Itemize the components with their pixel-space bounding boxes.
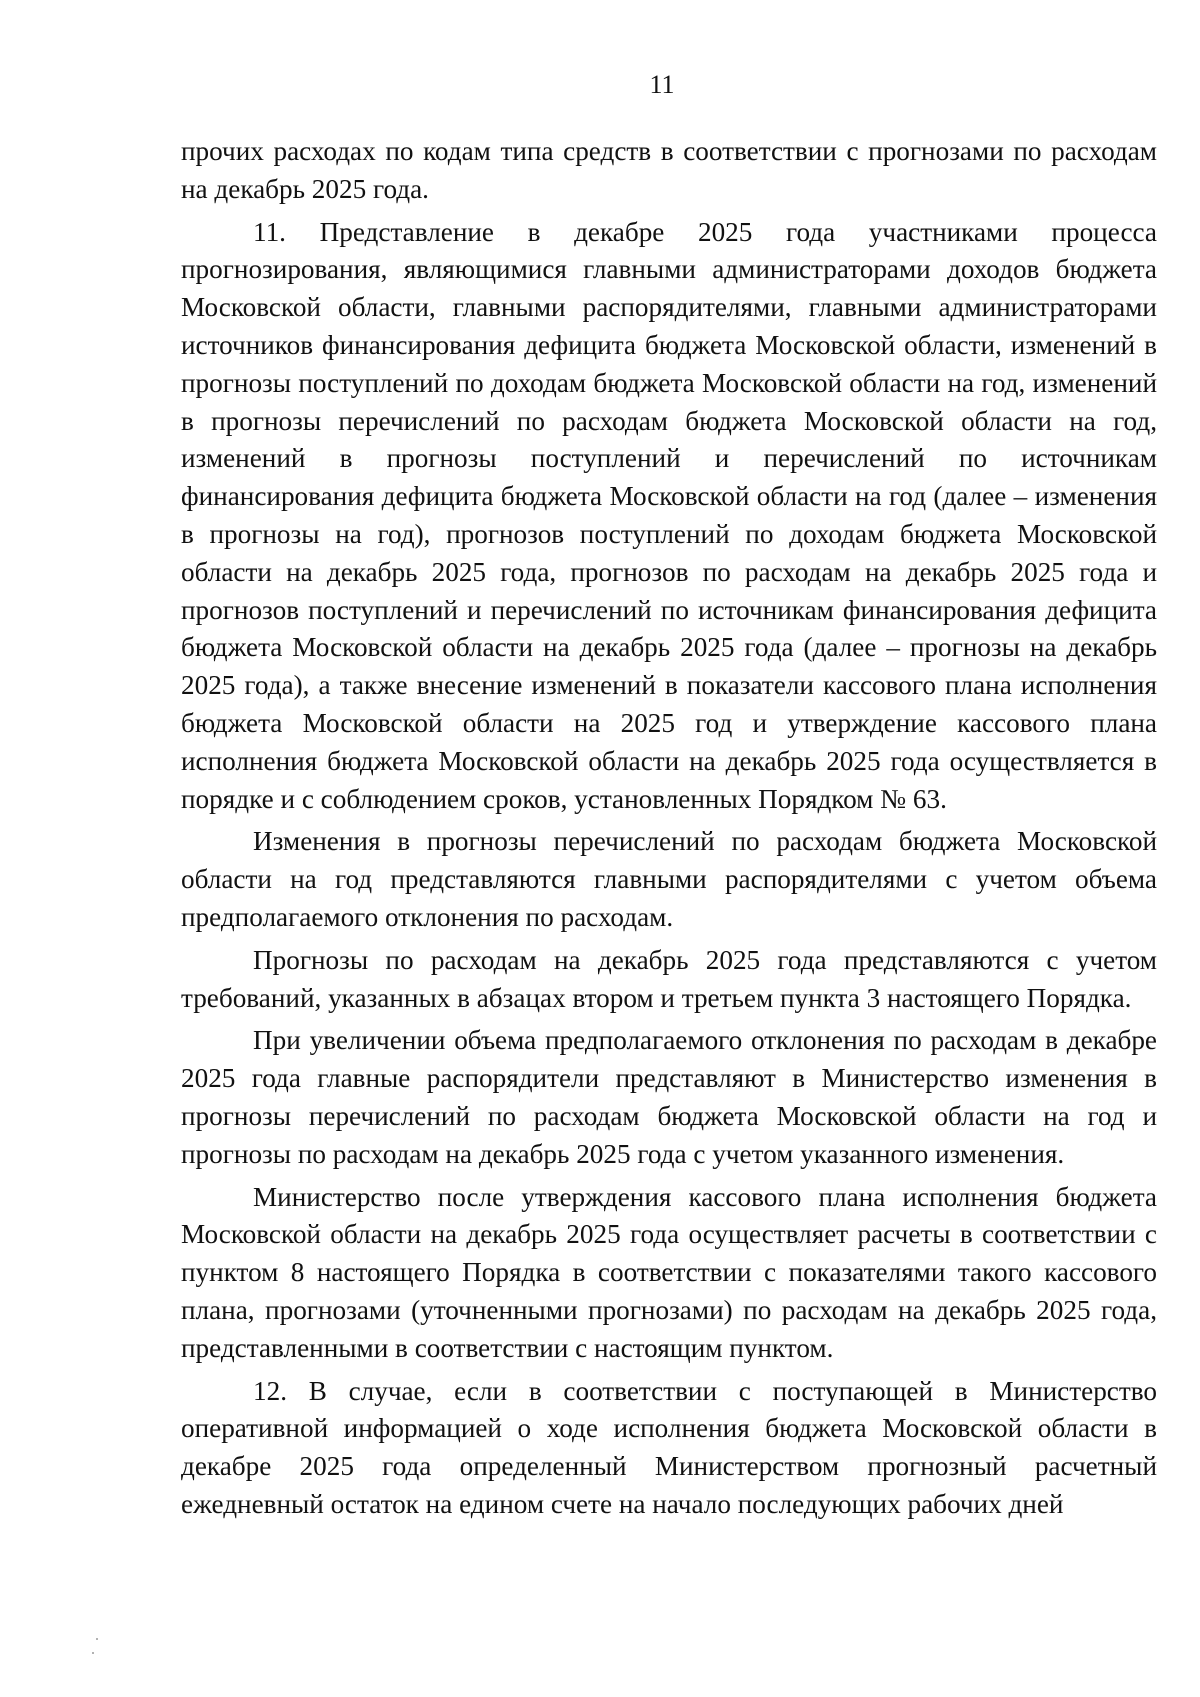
paragraph-continuation: прочих расходах по кодам типа средств в соответствии с прогнозами по расходам на декабрь 2025 года.: [181, 136, 1157, 204]
scan-speck: [96, 1638, 98, 1640]
scan-speck: [92, 1652, 94, 1654]
paragraph-december-forecasts: Прогнозы по расходам на декабрь 2025 года представляются с учетом требований, указанных в абзацах втором и третьем пункта 3 настоящего Порядка.: [181, 944, 1157, 1013]
page-number: 11: [649, 70, 675, 99]
paragraph-forecast-changes: Изменения в прогнозы перечислений по расходам бюджета Московской области на год представляются главными распорядителями с учетом объема предполагаемого отклонения по расходам.: [181, 826, 1157, 932]
paragraph-item-11: 11. Представление в декабре 2025 года участниками процесса прогнозирования, являющимися главными администраторами доходов бюджета Московской области, главными распорядителями, главными администраторами источников финансирования дефицита бюджета Московской области, изменений в прогнозы поступлений по доходам бюджета Московской области на год, изменений в прогнозы перечислений по расходам бюджета Московской области на год, изменений в прогнозы поступлений и перечислений по источникам финансирования дефицита бюджета Московской области на год (далее – изменения в прогнозы на год), прогнозов поступлений по доходам бюджета Московской области на декабрь 2025 года, прогнозов по расходам на декабрь 2025 года и прогнозов поступлений и перечислений по источникам финансирования дефицита бюджета Московской области на декабрь 2025 года (далее – прогнозы на декабрь 2025 года), а также внесение изменений в показатели кассового плана исполнения бюджета Московской области на 2025 год и утверждение кассового плана исполнения бюджета Московской области на декабрь 2025 года осуществляется в порядке и с соблюдением сроков, установленных Порядком № 63.: [181, 216, 1157, 814]
paragraph-ministry-calculations: Министерство после утверждения кассового плана исполнения бюджета Московской области на декабрь 2025 года осуществляет расчеты в соответствии с пунктом 8 настоящего Порядка в соответствии с показателями такого кассового плана, прогнозами (уточненными прогнозами) по расходам на декабрь 2025 года, представленными в соответствии с настоящим пунктом.: [181, 1181, 1157, 1363]
paragraph-item-12: 12. В случае, если в соответствии с поступающей в Министерство оперативной информацией о ходе исполнения бюджета Московской области в декабре 2025 года определенный Министерством прогнозный расчетный ежедневный остаток на едином счете на начало последующих рабочих дней: [181, 1375, 1157, 1519]
paragraph-deviation-increase: При увеличении объема предполагаемого отклонения по расходам в декабре 2025 года главные распорядители представляют в Министерство изменения в прогнозы перечислений по расходам бюджета Московской области на год и прогнозы по расходам на декабрь 2025 года с учетом указанного изменения.: [181, 1025, 1157, 1169]
document-body: [181, 133, 1157, 1529]
